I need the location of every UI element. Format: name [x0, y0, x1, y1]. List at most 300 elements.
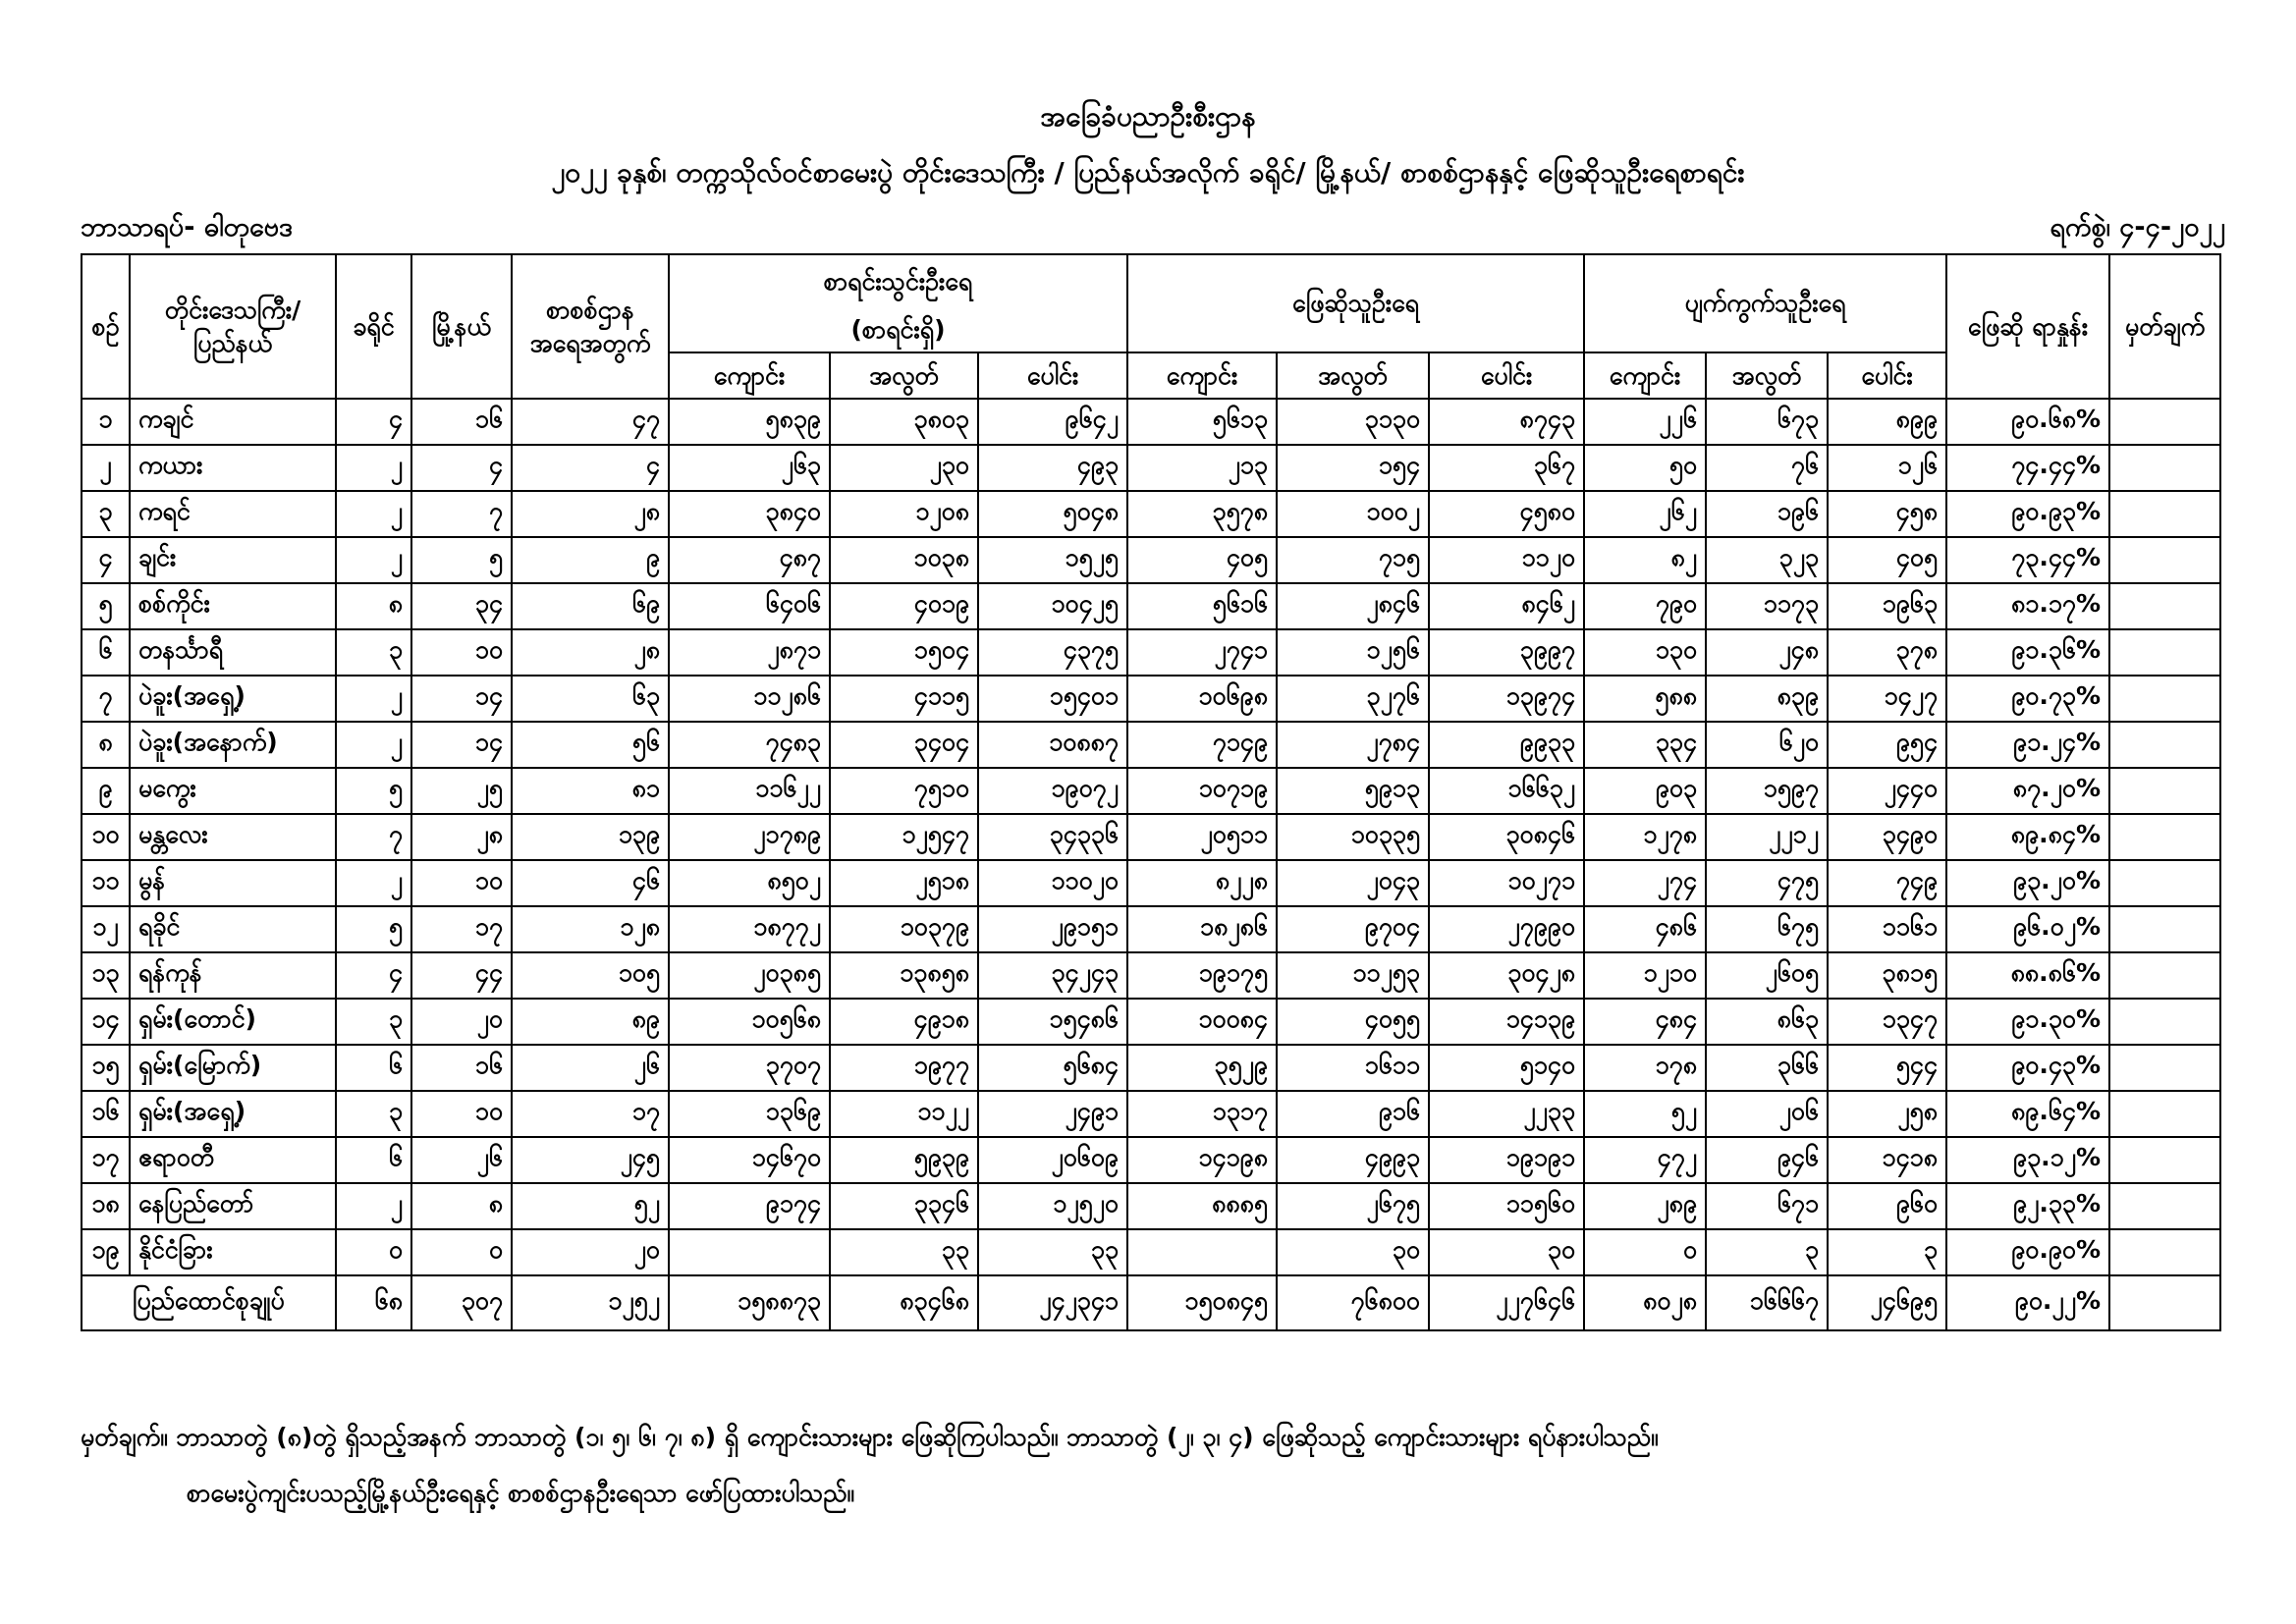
row-abs-female: ၃: [1706, 1229, 1828, 1275]
row-reg-female: ၁၂၀၈: [830, 491, 978, 537]
row-att-male: ၁၉၁၇၅: [1127, 952, 1277, 999]
row-region: ပဲခူး(အရှေ့): [130, 676, 336, 722]
row-township: ၂၆: [411, 1137, 512, 1183]
col-abs-female: အလွတ်: [1706, 352, 1828, 399]
row-sn: ၁၀: [82, 814, 130, 860]
row-att-female: ၅၉၁၃: [1277, 768, 1429, 814]
row-att-female: ၁၀၀၂: [1277, 491, 1429, 537]
row-reg-female: ၂၃၀: [830, 445, 978, 491]
row-region: ရခိုင်: [130, 906, 336, 952]
row-reg-total: ၁၉၀၇၂: [978, 768, 1127, 814]
row-sn: ၆: [82, 629, 130, 676]
row-centers: ၂၈: [512, 491, 669, 537]
row-abs-total: ၁၉၆၃: [1828, 583, 1946, 629]
row-att-female: ၂၆၇၅: [1277, 1183, 1429, 1229]
row-reg-male: ၅၈၃၉: [669, 399, 830, 445]
row-att-male: ၁၄၁၉၈: [1127, 1137, 1277, 1183]
row-reg-total: ၁၀၄၂၅: [978, 583, 1127, 629]
row-region: ရှမ်း(အရှေ့): [130, 1091, 336, 1137]
row-centers: ၁၂၈: [512, 906, 669, 952]
row-abs-female: ၁၁၇၃: [1706, 583, 1828, 629]
row-centers: ၁၇: [512, 1091, 669, 1137]
row-reg-male: ၃၈၄၀: [669, 491, 830, 537]
col-region: တိုင်းဒေသကြီး/ ပြည်နယ်: [130, 254, 336, 399]
row-rate: ၉၃.၂၀%: [1946, 860, 2109, 906]
total-remarks: [2109, 1275, 2220, 1330]
row-abs-total: ၈၉၉: [1828, 399, 1946, 445]
row-remarks: [2109, 1229, 2220, 1275]
row-att-male: ၁၀၆၉၈: [1127, 676, 1277, 722]
row-att-female: ၉၇၀၄: [1277, 906, 1429, 952]
row-att-total: ၃၉၉၇: [1429, 629, 1584, 676]
row-reg-male: ၂၀၃၈၅: [669, 952, 830, 999]
row-att-female: ၂၈၄၆: [1277, 583, 1429, 629]
row-remarks: [2109, 952, 2220, 999]
table-row: [82, 814, 2220, 860]
row-att-male: ၂၇၄၁: [1127, 629, 1277, 676]
total-abs-female: ၁၆၆၆၇: [1706, 1275, 1828, 1330]
row-reg-female: ၃၃: [830, 1229, 978, 1275]
row-abs-female: ၄၇၅: [1706, 860, 1828, 906]
row-sn: ၅: [82, 583, 130, 629]
row-rate: ၉၃.၁၂%: [1946, 1137, 2109, 1183]
row-district: ၂: [336, 445, 411, 491]
row-rate: ၈၈.၈၆%: [1946, 952, 2109, 999]
row-att-total: ၃၆၇: [1429, 445, 1584, 491]
row-reg-male: ၂၁၇၈၉: [669, 814, 830, 860]
row-reg-total: ၄၃၇၅: [978, 629, 1127, 676]
total-reg-female: ၈၃၄၆၈: [830, 1275, 978, 1330]
row-rate: ၉၀.၄၃%: [1946, 1045, 2109, 1091]
col-remarks: မှတ်ချက်: [2109, 254, 2220, 399]
row-abs-female: ၆၇၅: [1706, 906, 1828, 952]
row-abs-total: ၄၀၅: [1828, 537, 1946, 583]
row-remarks: [2109, 722, 2220, 768]
row-district: ၂: [336, 491, 411, 537]
row-att-total: ၁၆၆၃၂: [1429, 768, 1584, 814]
row-township: ၁၇: [411, 906, 512, 952]
row-abs-total: ၁၄၁၈: [1828, 1137, 1946, 1183]
row-reg-total: ၁၅၂၅: [978, 537, 1127, 583]
row-abs-female: ၁၉၆: [1706, 491, 1828, 537]
row-att-female: ၁၅၄: [1277, 445, 1429, 491]
table-row: [82, 906, 2220, 952]
document-title: ၂၀၂၂ ခုနှစ်၊ တက္ကသိုလ်ဝင်စာမေးပွဲ တိုင်းဒေသကြီး / ပြည်နယ်အလိုက် ခရိုင်/ မြို့နယ်/ စာစစ်ဌာနနှင့် ဖြေဆိုသူဦးရေစာရင်း: [551, 156, 1745, 189]
table-row: [82, 999, 2220, 1045]
row-att-male: ၈၈၈၅: [1127, 1183, 1277, 1229]
row-remarks: [2109, 445, 2220, 491]
row-rate: ၉၀.၇၃%: [1946, 676, 2109, 722]
row-reg-total: ၄၉၃: [978, 445, 1127, 491]
row-reg-male: ၆၄၀၆: [669, 583, 830, 629]
row-abs-male: ၁၂၇၈: [1584, 814, 1706, 860]
total-centers: ၁၂၅၂: [512, 1275, 669, 1330]
table-row: [82, 1183, 2220, 1229]
row-remarks: [2109, 906, 2220, 952]
col-reg-male: ကျောင်း: [669, 352, 830, 399]
total-abs-male: ၈၀၂၈: [1584, 1275, 1706, 1330]
row-abs-male: ၄၈၆: [1584, 906, 1706, 952]
row-reg-female: ၁၅၀၄: [830, 629, 978, 676]
row-reg-female: ၁၂၅၄၇: [830, 814, 978, 860]
row-abs-male: ၂၇၄: [1584, 860, 1706, 906]
row-abs-female: ၆၇၁: [1706, 1183, 1828, 1229]
row-reg-total: ၁၁၀၂၀: [978, 860, 1127, 906]
row-reg-total: ၂၄၉၁: [978, 1091, 1127, 1137]
table-row: [82, 629, 2220, 676]
table-row: [82, 1229, 2220, 1275]
total-att-female: ၇၆၈၀၀: [1277, 1275, 1429, 1330]
date-label: ရက်စွဲ၊ ၄-၄-၂၀၂၂: [2050, 212, 2225, 243]
row-abs-female: ၁၅၉၇: [1706, 768, 1828, 814]
row-centers: ၂၄၅: [512, 1137, 669, 1183]
row-abs-male: ၅၀: [1584, 445, 1706, 491]
row-att-male: ၁၀၀၈၄: [1127, 999, 1277, 1045]
row-township: ၁၄: [411, 722, 512, 768]
total-rate: ၉၀.၂၂%: [1946, 1275, 2109, 1330]
row-att-female: ၇၁၅: [1277, 537, 1429, 583]
row-centers: ၂၈: [512, 629, 669, 676]
row-reg-total: ၁၅၄၈၆: [978, 999, 1127, 1045]
row-township: ၁၀: [411, 860, 512, 906]
row-region: ကချင်: [130, 399, 336, 445]
row-att-total: ၈၄၆၂: [1429, 583, 1584, 629]
row-sn: ၁၈: [82, 1183, 130, 1229]
row-township: ၄၄: [411, 952, 512, 999]
row-abs-total: ၃၄၉၀: [1828, 814, 1946, 860]
row-abs-female: ၈၃၉: [1706, 676, 1828, 722]
row-att-total: ၁၀၂၇၁: [1429, 860, 1584, 906]
row-att-total: ၅၁၄၀: [1429, 1045, 1584, 1091]
total-abs-total: ၂၄၆၉၅: [1828, 1275, 1946, 1330]
row-reg-male: ၁၁၂၈၆: [669, 676, 830, 722]
row-reg-male: ၁၃၆၉: [669, 1091, 830, 1137]
row-sn: ၁၁: [82, 860, 130, 906]
row-att-male: ၁၃၁၇: [1127, 1091, 1277, 1137]
total-reg-total: ၂၄၂၃၄၁: [978, 1275, 1127, 1330]
row-reg-total: ၁၅၄၀၁: [978, 676, 1127, 722]
row-att-female: ၁၂၅၆: [1277, 629, 1429, 676]
row-reg-total: ၃၄၃၃၆: [978, 814, 1127, 860]
row-att-female: ၄၉၉၃: [1277, 1137, 1429, 1183]
row-reg-total: ၁၀၈၈၇: [978, 722, 1127, 768]
note-line-2: စာမေးပွဲကျင်းပသည့်မြို့နယ်ဦးရေနှင့် စာစစ်ဌာနဦးရေသာ ဖော်ပြထားပါသည်။: [187, 1479, 854, 1507]
table-row: [82, 1137, 2220, 1183]
row-township: ၀: [411, 1229, 512, 1275]
row-sn: ၁၆: [82, 1091, 130, 1137]
row-sn: ၈: [82, 722, 130, 768]
total-att-male: ၁၅၀၈၄၅: [1127, 1275, 1277, 1330]
table-row: [82, 537, 2220, 583]
row-district: ၆: [336, 1137, 411, 1183]
row-township: ၅: [411, 537, 512, 583]
row-district: ၄: [336, 952, 411, 999]
col-attended: ဖြေဆိုသူဦးရေ: [1127, 254, 1584, 352]
row-sn: ၂: [82, 445, 130, 491]
row-att-male: ၄၀၅: [1127, 537, 1277, 583]
row-abs-total: ၄၅၈: [1828, 491, 1946, 537]
row-abs-female: ၆၂၀: [1706, 722, 1828, 768]
row-att-total: ၉၉၃၃: [1429, 722, 1584, 768]
row-reg-male: [669, 1229, 830, 1275]
table-body: [82, 399, 2220, 1275]
row-abs-male: ၁၇၈: [1584, 1045, 1706, 1091]
row-centers: ၆၉: [512, 583, 669, 629]
row-att-total: ၃၀၈၄၆: [1429, 814, 1584, 860]
col-att-total: ပေါင်း: [1429, 352, 1584, 399]
row-reg-female: ၁၀၃၈: [830, 537, 978, 583]
row-remarks: [2109, 1091, 2220, 1137]
row-township: ၁၆: [411, 399, 512, 445]
row-district: ၇: [336, 814, 411, 860]
row-att-female: ၁၁၂၅၃: [1277, 952, 1429, 999]
row-att-total: ၂၇၉၉၀: [1429, 906, 1584, 952]
row-rate: ၉၀.၉၃%: [1946, 491, 2109, 537]
col-sn: စဉ်: [82, 254, 130, 399]
row-sn: ၁၂: [82, 906, 130, 952]
row-reg-female: ၁၃၈၅၈: [830, 952, 978, 999]
row-reg-female: ၂၅၁၈: [830, 860, 978, 906]
row-abs-female: ၇၆: [1706, 445, 1828, 491]
row-district: ၆: [336, 1045, 411, 1091]
row-district: ၂: [336, 676, 411, 722]
row-district: ၂: [336, 1183, 411, 1229]
row-reg-total: ၉၆၄၂: [978, 399, 1127, 445]
subject-label: ဘာသာရပ်- ဓါတုဗေဒ: [81, 212, 294, 243]
row-reg-male: ၁၈၇၇၂: [669, 906, 830, 952]
row-remarks: [2109, 629, 2220, 676]
row-att-total: ၂၂၃၃: [1429, 1091, 1584, 1137]
table-row: [82, 399, 2220, 445]
row-reg-female: ၃၈၀၃: [830, 399, 978, 445]
table-row: [82, 445, 2220, 491]
total-row: [82, 1275, 2220, 1330]
row-region: ရန်ကုန်: [130, 952, 336, 999]
col-registered: [669, 254, 1127, 307]
row-att-male: ၁၈၂၈၆: [1127, 906, 1277, 952]
col-abs-male: ကျောင်း: [1584, 352, 1706, 399]
col-att-female: အလွတ်: [1277, 352, 1429, 399]
row-township: ၄: [411, 445, 512, 491]
row-abs-total: ၁၃၄၇: [1828, 999, 1946, 1045]
row-sn: ၁၄: [82, 999, 130, 1045]
row-district: ၃: [336, 999, 411, 1045]
row-reg-female: ၁၁၂၂: [830, 1091, 978, 1137]
row-abs-male: ၅၂: [1584, 1091, 1706, 1137]
table-row: [82, 768, 2220, 814]
row-centers: ၉: [512, 537, 669, 583]
row-abs-total: ၁၁၆၁: [1828, 906, 1946, 952]
row-centers: ၁၃၉: [512, 814, 669, 860]
row-sn: ၁၇: [82, 1137, 130, 1183]
row-region: ဧရာဝတီ: [130, 1137, 336, 1183]
row-att-female: ၁၀၃၃၅: [1277, 814, 1429, 860]
row-att-total: ၃၀၄၂၈: [1429, 952, 1584, 999]
total-district: ၆၈: [336, 1275, 411, 1330]
row-abs-total: ၇၄၉: [1828, 860, 1946, 906]
row-rate: ၉၁.၃၀%: [1946, 999, 2109, 1045]
row-reg-total: ၅၀၄၈: [978, 491, 1127, 537]
row-abs-female: ၃၂၃: [1706, 537, 1828, 583]
table-row: [82, 952, 2220, 999]
row-reg-male: ၁၀၅၆၈: [669, 999, 830, 1045]
row-township: ၁၆: [411, 1045, 512, 1091]
col-rate: ဖြေဆို ရာနှုန်း: [1946, 254, 2109, 399]
row-abs-total: ၂၅၈: [1828, 1091, 1946, 1137]
row-district: ၂: [336, 860, 411, 906]
col-registered-label: စာရင်းသွင်းဦးရေ: [823, 266, 973, 296]
row-abs-total: ၂၄၄၀: [1828, 768, 1946, 814]
row-att-total: ၈၇၄၃: [1429, 399, 1584, 445]
row-abs-total: ၉၅၄: [1828, 722, 1946, 768]
note-line-1: မှတ်ချက်။ ဘာသာတွဲ (၈)တွဲ ရှိသည့်အနက် ဘာသာတွဲ (၁၊ ၅၊ ၆၊ ၇၊ ၈) ရှိ ကျောင်းသားများ ဖြေဆိုကြပါသည်။ ဘာသာတွဲ (၂၊ ၃၊ ၄) ဖြေဆိုသည့် ကျောင်းသားများ ရပ်နားပါသည်။: [81, 1423, 1659, 1451]
org-title: အခြေခံပညာဦးစီးဌာန: [1040, 100, 1256, 133]
row-abs-total: ၁၂၆: [1828, 445, 1946, 491]
row-rate: ၉၁.၃၆%: [1946, 629, 2109, 676]
row-reg-female: ၁၉၇၇: [830, 1045, 978, 1091]
row-centers: ၈၉: [512, 999, 669, 1045]
row-region: နေပြည်တော်: [130, 1183, 336, 1229]
table-row: [82, 491, 2220, 537]
col-centers: စာစစ်ဌာန အရေအတွက်: [512, 254, 669, 399]
row-reg-female: ၁၀၃၇၉: [830, 906, 978, 952]
row-att-female: ၂၀၄၃: [1277, 860, 1429, 906]
row-reg-male: ၄၈၇: [669, 537, 830, 583]
row-reg-total: ၂၀၆၀၉: [978, 1137, 1127, 1183]
row-region: နိုင်ငံခြား: [130, 1229, 336, 1275]
row-remarks: [2109, 1045, 2220, 1091]
row-reg-male: ၉၁၇၄: [669, 1183, 830, 1229]
col-absent: ပျက်ကွက်သူဦးရေ: [1584, 254, 1946, 352]
row-abs-female: ၆၇၃: [1706, 399, 1828, 445]
row-sn: ၁၅: [82, 1045, 130, 1091]
row-att-female: ၄၀၅၅: [1277, 999, 1429, 1045]
total-label: ပြည်ထောင်စုချုပ်: [82, 1275, 336, 1330]
row-abs-total: ၉၆၀: [1828, 1183, 1946, 1229]
row-abs-male: ၃၃၄: [1584, 722, 1706, 768]
row-region: ပဲခူး(အနောက်): [130, 722, 336, 768]
row-abs-male: ၂၆၂: [1584, 491, 1706, 537]
row-rate: ၉၆.၀၂%: [1946, 906, 2109, 952]
row-remarks: [2109, 399, 2220, 445]
row-reg-male: ၂၆၃: [669, 445, 830, 491]
row-centers: ၂၀: [512, 1229, 669, 1275]
col-registered-sub: (စာရင်းရှိ): [669, 307, 1127, 352]
row-att-female: ၃၁၃၀: [1277, 399, 1429, 445]
row-abs-female: ၃၆၆: [1706, 1045, 1828, 1091]
row-abs-male: ၄၇၂: [1584, 1137, 1706, 1183]
row-region: ရှမ်း(မြောက်): [130, 1045, 336, 1091]
row-reg-total: ၃၄၂၄၃: [978, 952, 1127, 999]
row-centers: ၁၀၅: [512, 952, 669, 999]
row-remarks: [2109, 583, 2220, 629]
table-row: [82, 722, 2220, 768]
table-row: [82, 860, 2220, 906]
row-centers: ၄: [512, 445, 669, 491]
row-remarks: [2109, 537, 2220, 583]
row-reg-female: ၄၁၁၅: [830, 676, 978, 722]
row-region: မွန်: [130, 860, 336, 906]
total-att-total: ၂၂၇၆၄၆: [1429, 1275, 1584, 1330]
row-att-male: ၃၅၂၉: [1127, 1045, 1277, 1091]
row-att-total: ၃၀: [1429, 1229, 1584, 1275]
col-reg-female: အလွတ်: [830, 352, 978, 399]
row-att-male: ၇၁၄၉: [1127, 722, 1277, 768]
row-abs-male: ၉၀၃: [1584, 768, 1706, 814]
row-reg-male: ၁၁၆၂၂: [669, 768, 830, 814]
row-abs-male: ၁၂၁၀: [1584, 952, 1706, 999]
row-rate: ၉၀.၉၀%: [1946, 1229, 2109, 1275]
row-abs-total: ၃: [1828, 1229, 1946, 1275]
row-reg-female: ၅၉၃၉: [830, 1137, 978, 1183]
row-centers: ၄၆: [512, 860, 669, 906]
row-remarks: [2109, 999, 2220, 1045]
row-abs-male: ၅၈၈: [1584, 676, 1706, 722]
col-abs-total: ပေါင်း: [1828, 352, 1946, 399]
row-att-total: ၁၄၁၃၉: [1429, 999, 1584, 1045]
row-region: ကယား: [130, 445, 336, 491]
row-township: ၁၄: [411, 676, 512, 722]
row-centers: ၆၃: [512, 676, 669, 722]
row-att-female: ၁၆၁၁: [1277, 1045, 1429, 1091]
row-abs-total: ၃၇၈: [1828, 629, 1946, 676]
row-rate: ၈၉.၈၄%: [1946, 814, 2109, 860]
row-reg-female: ၄၉၁၈: [830, 999, 978, 1045]
row-region: ရှမ်း(တောင်): [130, 999, 336, 1045]
row-att-female: ၂၇၈၄: [1277, 722, 1429, 768]
row-reg-total: ၅၆၈၄: [978, 1045, 1127, 1091]
row-abs-female: ၂၀၆: [1706, 1091, 1828, 1137]
row-abs-female: ၈၆၃: [1706, 999, 1828, 1045]
col-district: ခရိုင်: [336, 254, 411, 399]
row-township: ၂၅: [411, 768, 512, 814]
row-rate: ၉၁.၂၄%: [1946, 722, 2109, 768]
row-abs-female: ၂၆၀၅: [1706, 952, 1828, 999]
table-row: [82, 676, 2220, 722]
row-att-total: ၄၅၈၀: [1429, 491, 1584, 537]
row-rate: ၈၁.၁၇%: [1946, 583, 2109, 629]
row-sn: ၁၃: [82, 952, 130, 999]
row-att-female: ၃၀: [1277, 1229, 1429, 1275]
row-rate: ၇၄.၄၄%: [1946, 445, 2109, 491]
row-abs-male: ၈၂: [1584, 537, 1706, 583]
row-att-male: ၁၀၇၁၉: [1127, 768, 1277, 814]
row-district: ၃: [336, 1091, 411, 1137]
row-sn: ၃: [82, 491, 130, 537]
row-att-male: ၅၆၁၃: [1127, 399, 1277, 445]
row-township: ၂၈: [411, 814, 512, 860]
row-sn: ၇: [82, 676, 130, 722]
row-abs-male: ၁၃၀: [1584, 629, 1706, 676]
row-abs-total: ၃၈၁၅: [1828, 952, 1946, 999]
row-reg-male: ၃၇၀၇: [669, 1045, 830, 1091]
row-centers: ၈၁: [512, 768, 669, 814]
row-sn: ၉: [82, 768, 130, 814]
row-region: မန္တလေး: [130, 814, 336, 860]
row-rate: ၉၂.၃၃%: [1946, 1183, 2109, 1229]
row-remarks: [2109, 768, 2220, 814]
row-abs-male: ၄၈၄: [1584, 999, 1706, 1045]
row-region: ကရင်: [130, 491, 336, 537]
row-township: ၁၀: [411, 629, 512, 676]
row-district: ၃: [336, 629, 411, 676]
row-reg-female: ၃၄၀၄: [830, 722, 978, 768]
row-att-female: ၃၂၇၆: [1277, 676, 1429, 722]
row-abs-total: ၅၄၄: [1828, 1045, 1946, 1091]
table-row: [82, 1091, 2220, 1137]
row-region: စစ်ကိုင်း: [130, 583, 336, 629]
row-district: ၂: [336, 722, 411, 768]
